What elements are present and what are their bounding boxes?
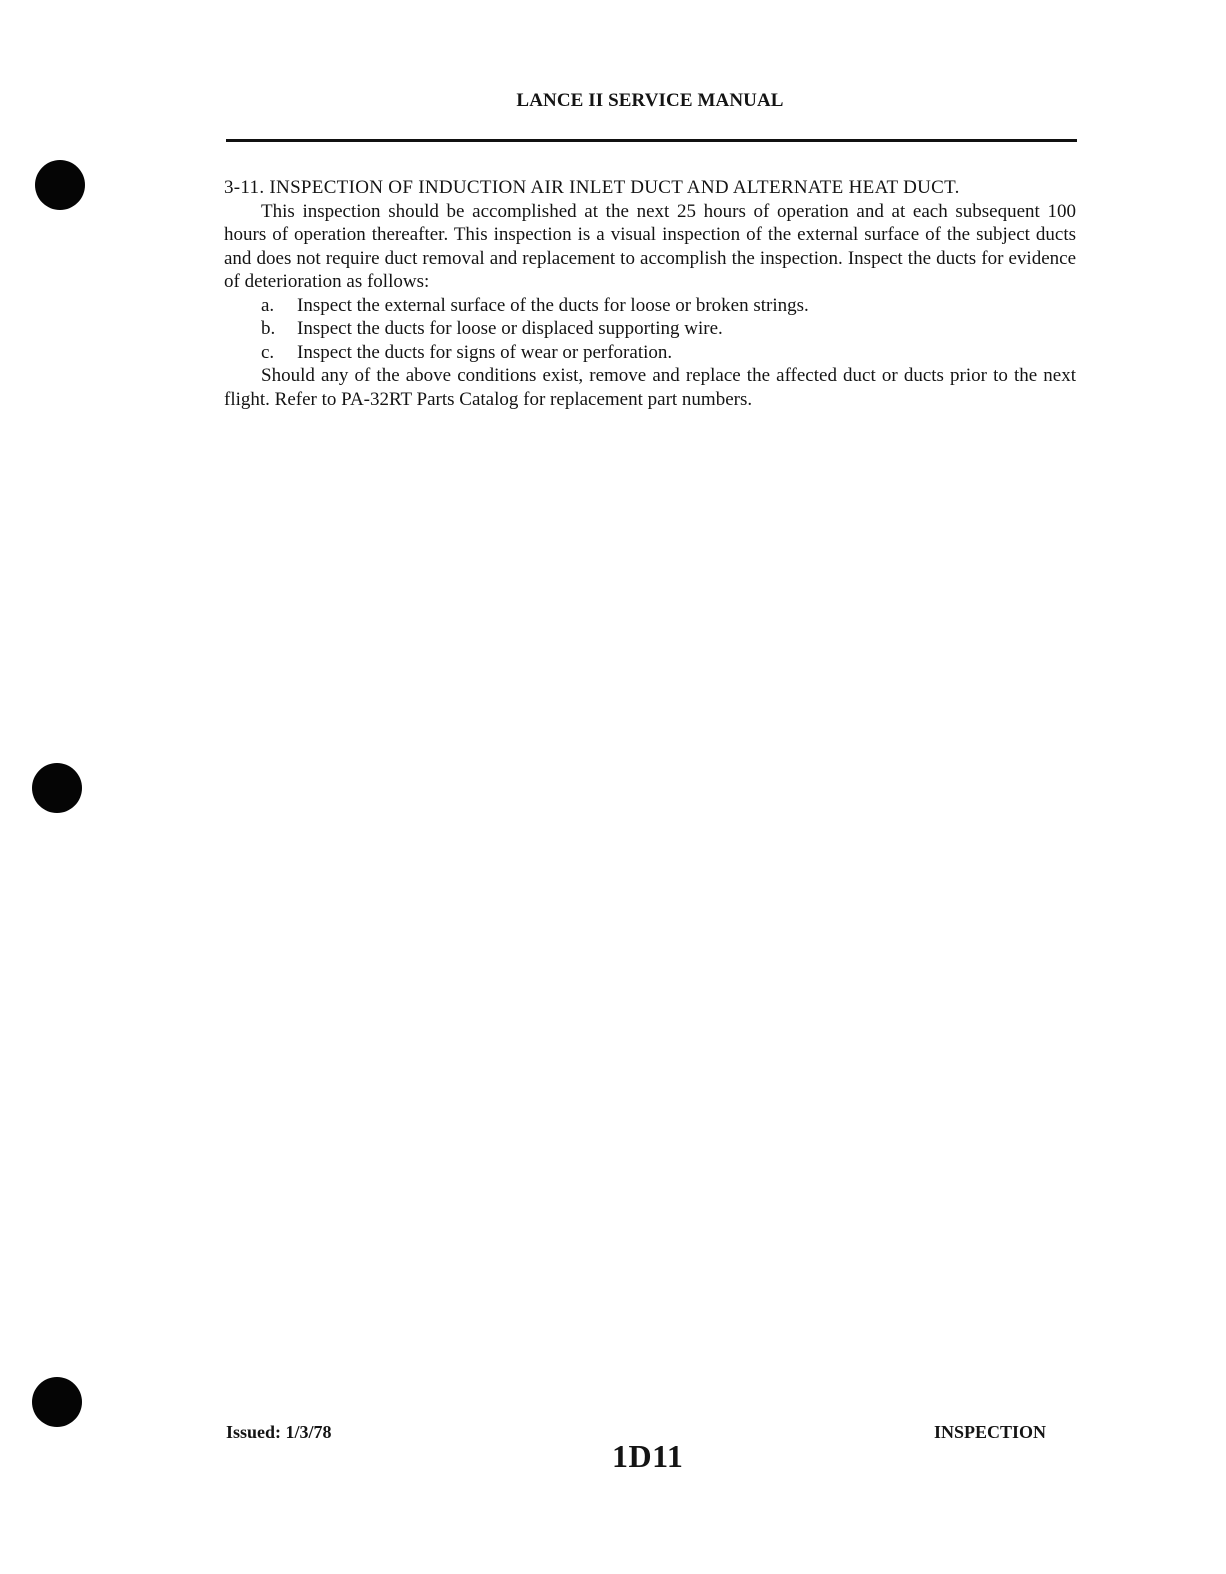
step-text: Inspect the ducts for signs of wear or perforation. (297, 341, 673, 363)
step-letter: b. (261, 318, 276, 339)
binder-hole (32, 1377, 82, 1427)
issued-date: Issued: 1/3/78 (226, 1422, 332, 1442)
section-body (224, 176, 1076, 411)
page-code: 1D11 (612, 1438, 684, 1474)
section-title: 3-11. INSPECTION OF INDUCTION AIR INLET DUCT AND ALTERNATE HEAT DUCT. (224, 177, 960, 198)
header-rule (226, 139, 1077, 142)
intro-paragraph: This inspection should be accomplished at the next 25 hours of operation and at each subsequent 100 hours of operation thereafter. This inspection is a visual inspection of the external surface of the subject ducts and does not require duct removal and replacement to accomplish the inspection. Inspect the ducts for evidence of deterioration as follows: (224, 200, 1076, 292)
binder-hole (35, 160, 85, 210)
page-header: LANCE II SERVICE MANUAL (516, 90, 784, 111)
step-letter: a. (261, 294, 275, 316)
binder-hole (32, 763, 82, 813)
step-text: Inspect the external surface of the ducts for loose or broken strings. (297, 294, 809, 316)
list-item (261, 341, 1076, 365)
list-item (261, 294, 1076, 318)
conclusion-paragraph: Should any of the above conditions exist, remove and replace the affected duct or ducts prior to the next flight. Refer to PA-32RT Parts Catalog for replacement part numbers. (224, 365, 1076, 410)
step-letter: c. (261, 341, 275, 363)
footer-section-name: INSPECTION (934, 1422, 1047, 1442)
step-text: Inspect the ducts for loose or displaced supporting wire. (297, 318, 723, 339)
list-item (261, 317, 1076, 341)
inspection-steps (224, 294, 1076, 365)
